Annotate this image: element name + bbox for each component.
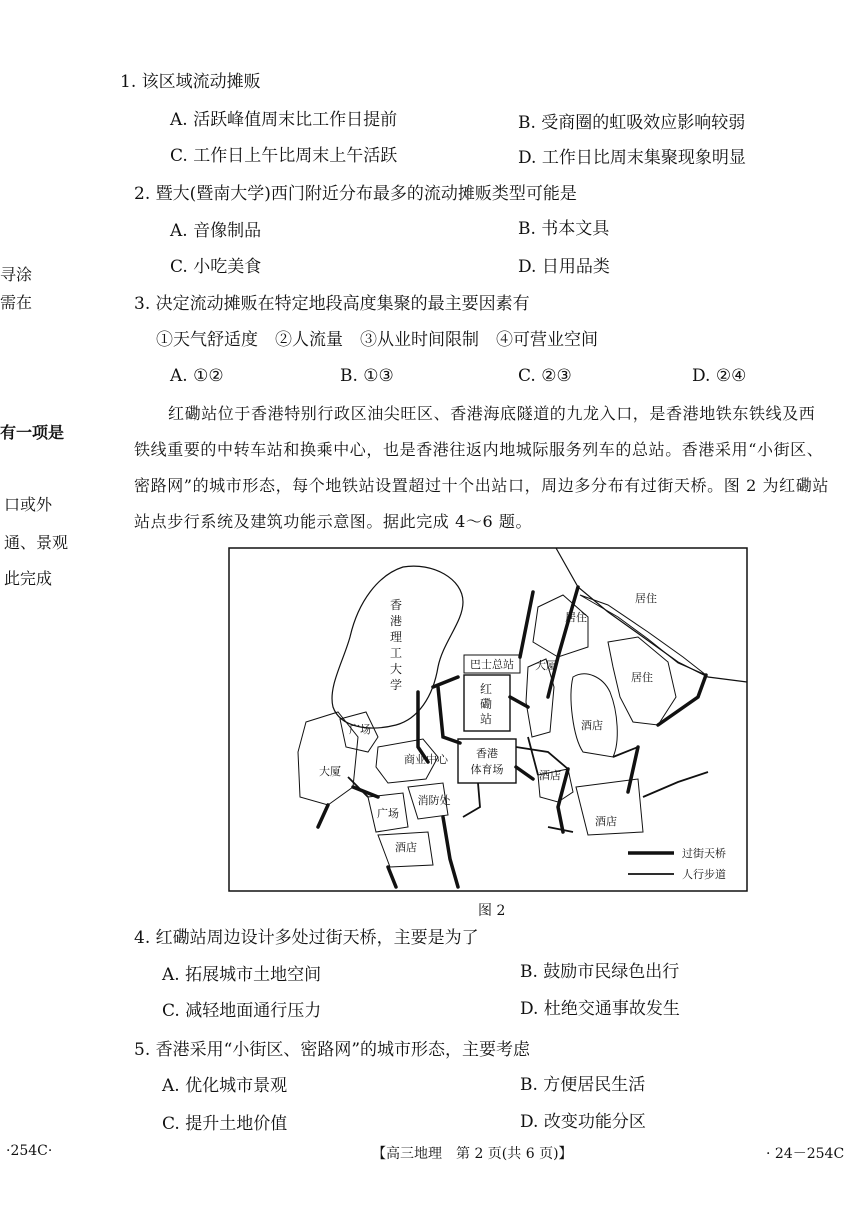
footer-center: 【高三地理 第 2 页(共 6 页)】 [372,1146,573,1162]
margin-fragment-4: 口或外 [4,495,53,514]
stadium-block [458,739,516,783]
q5-option-b: B. 方便居民生活 [520,1075,646,1095]
station-char-2: 磡 [479,697,493,711]
q2-stem: 2. 暨大(暨南大学)西门附近分布最多的流动摊贩类型可能是 [134,184,577,204]
plaza-label-1: 广场 [349,723,371,736]
hotel-label-4: 酒店 [395,841,417,854]
q4-stem: 4. 红磡站周边设计多处过街天桥，主要是为了 [134,928,479,948]
q5-option-d: D. 改变功能分区 [520,1112,646,1132]
polyu-char-2: 港 [389,614,403,628]
hotel-block-1 [571,674,617,757]
passage-line-1: 红磡站位于香港特别行政区油尖旺区、香港海底隧道的九龙入口，是香港地铁东铁线及西 [168,404,816,423]
fire-station-label: 消防处 [417,794,451,807]
q1-option-a: A. 活跃峰值周末比工作日提前 [170,110,398,130]
q3-factors: ①天气舒适度 ②人流量 ③从业时间限制 ④可营业空间 [156,330,598,350]
q1-stem: 1. 该区域流动摊贩 [120,72,261,92]
passage-line-4: 站点步行系统及建筑功能示意图。据此完成 4～6 题。 [134,512,533,531]
q3-stem: 3. 决定流动摊贩在特定地段高度集聚的最主要因素有 [134,294,530,314]
commercial-label: 商业中心 [404,753,448,766]
q4-option-d: D. 杜绝交通事故发生 [520,999,680,1019]
footer-right-code: 24－254C [774,1146,845,1162]
hotel-label-2: 酒店 [539,769,561,782]
q1-option-c: C. 工作日上午比周末上午活跃 [170,146,398,166]
building-label-2: 大厦 [535,659,557,672]
q3-option-c: C. ②③ [518,366,572,386]
polyu-char-6: 学 [389,678,403,692]
station-char-3: 站 [479,712,493,726]
polyu-label [390,598,402,692]
bus-terminal-label: 巴士总站 [470,658,514,671]
residential-label-3: 居住 [631,671,653,684]
q2-option-b: B. 书本文具 [518,219,610,239]
polyu-char-4: 工 [389,646,403,660]
plaza-label-2: 广场 [377,807,399,820]
legend-footbridge-label: 过街天桥 [682,847,726,860]
margin-fragment-5: 通、景观 [4,533,69,552]
q2-option-c: C. 小吃美食 [170,257,262,277]
q2-option-d: D. 日用品类 [518,257,610,277]
figure-caption: 图 2 [478,903,506,919]
q2-option-a: A. 音像制品 [170,221,262,241]
residential-label-1: 居住 [635,592,657,605]
margin-fragment-2: 需在 [0,293,33,312]
q1-option-b: B. 受商圈的虹吸效应影响较弱 [518,113,746,133]
footer-left: ·254C· [6,1143,53,1159]
margin-fragment-6: 此完成 [4,569,53,588]
building-label-1: 大厦 [319,765,341,778]
polyu-char-5: 大 [389,662,403,676]
q4-option-b: B. 鼓励市民绿色出行 [520,962,680,982]
polyu-char-1: 香 [389,598,403,612]
q5-option-a: A. 优化城市景观 [162,1076,288,1096]
q3-option-a: A. ①② [170,366,224,386]
footer-left-code: 254C [10,1143,48,1159]
hotel-label-1: 酒店 [581,719,603,732]
hotel-label-3: 酒店 [595,815,617,828]
margin-fragment-3: 有一项是 [0,423,65,442]
passage-line-2: 铁线重要的中转车站和换乘中心，也是香港往返内地城际服务列车的总站。香港采用“小街区、 [134,440,824,459]
stadium-label-1: 香港 [476,747,498,760]
footer-right: · 24－254C [766,1146,845,1162]
q1-option-d: D. 工作日比周末集聚现象明显 [518,148,746,168]
hunghom-station-map [228,547,748,892]
margin-fragment-1: 寻涂 [0,265,33,284]
legend [628,846,726,881]
q3-option-d: D. ②④ [692,366,747,386]
stadium-label-2: 体育场 [470,763,504,776]
residential-block-1 [580,595,706,675]
q3-option-b: B. ①③ [340,366,394,386]
station-char-1: 红 [479,682,493,696]
walkways [348,737,708,832]
q5-stem: 5. 香港采用“小街区、密路网”的城市形态，主要考虑 [134,1040,531,1060]
q4-option-a: A. 拓展城市土地空间 [162,965,322,985]
passage-line-3: 密路网”的城市形态，每个地铁站设置超过十个出站口，周边多分布有过街天桥。图 2 为红磡站 [134,476,829,495]
polyu-char-3: 理 [389,630,403,644]
q4-option-c: C. 减轻地面通行压力 [162,1001,322,1021]
residential-label-2: 居住 [565,611,587,624]
station-label [480,682,492,726]
q5-option-c: C. 提升土地价值 [162,1114,288,1134]
legend-walkway-label: 人行步道 [682,868,726,881]
